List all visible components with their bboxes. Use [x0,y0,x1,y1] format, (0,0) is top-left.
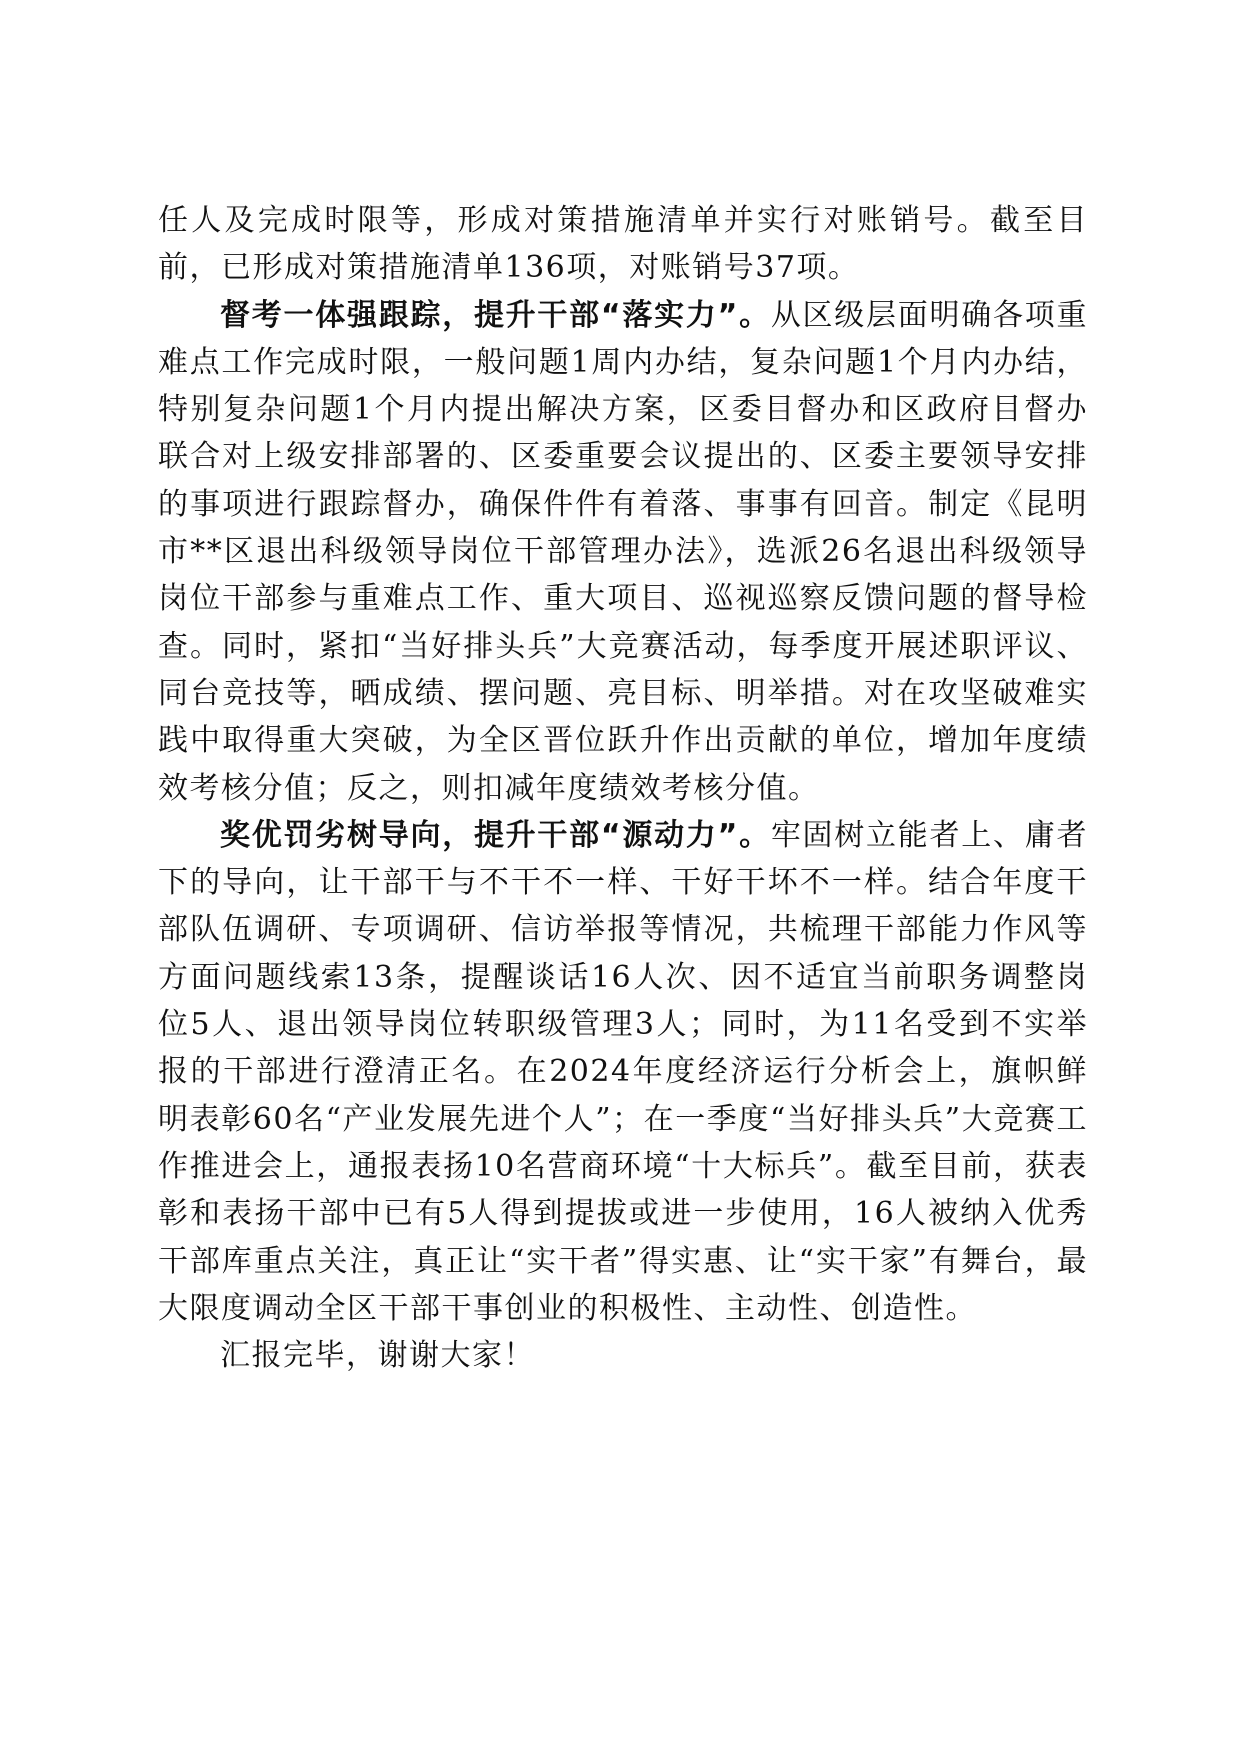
paragraph-continuation [158,197,1088,292]
paragraph-text: 任人及完成时限等，形成对策措施清单并实行对账销号。截至目前，已形成对策措施清单136项，对账销号37项。 [158,203,1088,286]
paragraph-rewards [158,812,1088,1332]
paragraph-supervision [158,292,1088,812]
paragraph-closing [158,1332,1088,1379]
paragraph-text: 牢固树立能者上、庸者下的导向，让干部干与不干不一样、干好干坏不一样。结合年度干部队伍调研、专项调研、信访举报等情况，共梳理干部能力作风等方面问题线索13条，提醒谈话16人次、因不适宜当前职务调整岗位5人、退出领导岗位转职级管理3人；同时，为11名受到不实举报的干部进行澄清正名。在2024年度经济运行分析会上，旗帜鲜明表彰60名“产业发展先进个人”；在一季度“当好排头兵”大竞赛工作推进会上，通报表扬10名营商环境“十大标兵”。截至目前，获表彰和表扬干部中已有5人得到提拔或进一步使用，16人被纳入优秀干部库重点关注，真正让“实干者”得实惠、让“实干家”有舞台，最大限度调动全区干部干事创业的积极性、主动性、创造性。 [158,817,1088,1326]
paragraph-text: 汇报完毕，谢谢大家！ [220,1338,535,1374]
paragraph-heading: 奖优罚劣树导向，提升干部“源动力”。 [220,817,771,853]
document-body [158,197,1088,1379]
paragraph-text: 从区级层面明确各项重难点工作完成时限，一般问题1周内办结，复杂问题1个月内办结，特别复杂问题1个月内提出解决方案，区委目督办和区政府目督办联合对上级安排部署的、区委重要会议提出的、区委主要领导安排的事项进行跟踪督办，确保件件有着落、事事有回音。制定《昆明市**区退出科级领导岗位干部管理办法》，选派26名退出科级领导岗位干部参与重难点工作、重大项目、巡视巡察反馈问题的督导检查。同时，紧扣“当好排头兵”大竞赛活动，每季度开展述职评议、同台竞技等，晒成绩、摆问题、亮目标、明举措。对在攻坚破难实践中取得重大突破，为全区晋位跃升作出贡献的单位，增加年度绩效考核分值；反之，则扣减年度绩效考核分值。 [158,297,1088,806]
paragraph-heading: 督考一体强跟踪，提升干部“落实力”。 [220,297,771,333]
